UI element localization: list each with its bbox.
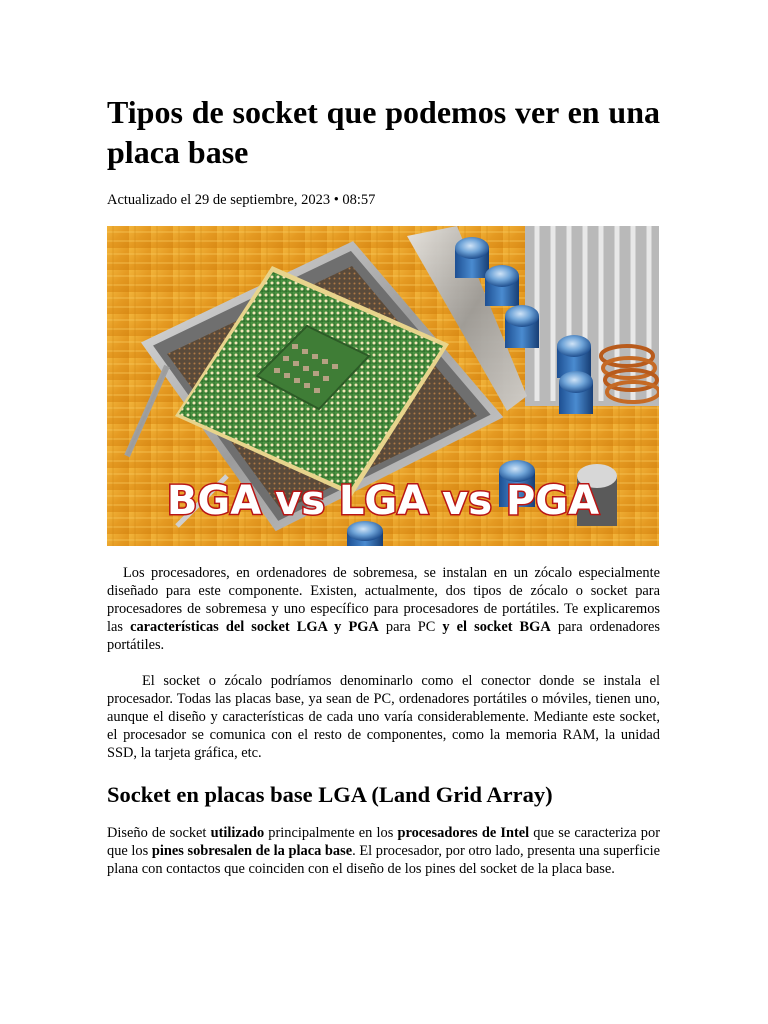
bold-phrase: pines sobresalen de la placa base <box>151 843 353 859</box>
updated-date: Actualizado el 29 de septiembre, 2023 • 08:57 <box>107 192 376 208</box>
article-title: Tipos de socket que podemos ver en una placa base <box>107 94 660 170</box>
bold-phrase: características del socket LGA y PGA <box>130 619 379 635</box>
motherboard-photo <box>107 226 659 546</box>
bold-phrase: y el socket BGA <box>442 619 551 635</box>
socket-definition-paragraph: El socket o zócalo podríamos denominarlo como el conector donde se instala el procesador. Todas las placas base, ya sean de PC, ordenadores portátiles o móviles, tienen uno, aunque el diseño y características de cada uno varía considerablemente. Mediante este socket, el procesador se comunica con el resto de componentes, como la memoria RAM, la unidad SSD, la tarjeta gráfica, etc. <box>107 673 660 761</box>
intro-paragraph: Los procesadores, en ordenadores de sobremesa, se instalan en un zócalo especialmente diseñado para este componente. Existen, actualmente, dos tipos de zócalo o socket para procesadores de sobremesa y uno específico para procesadores de portátiles. Te explicaremos las características del socket LGA y PGA para PC y el socket BGA para ordenadores portátiles. <box>107 565 660 653</box>
bold-phrase: utilizado <box>210 825 265 841</box>
lga-paragraph: Diseño de socket utilizado principalmente en los procesadores de Intel que se caracteriza por que los pines sobresalen de la placa base. El procesador, por otro lado, presenta una superficie plana con contactos que coinciden con el diseño de los pines del socket de la placa base. <box>107 825 660 877</box>
hero-image <box>107 226 659 546</box>
section-heading-lga: Socket en placas base LGA (Land Grid Array) <box>107 782 553 807</box>
article <box>107 92 660 878</box>
image-overlay-text: BGA vs LGA vs PGA <box>166 478 600 524</box>
bold-phrase: procesadores de Intel <box>397 825 530 841</box>
